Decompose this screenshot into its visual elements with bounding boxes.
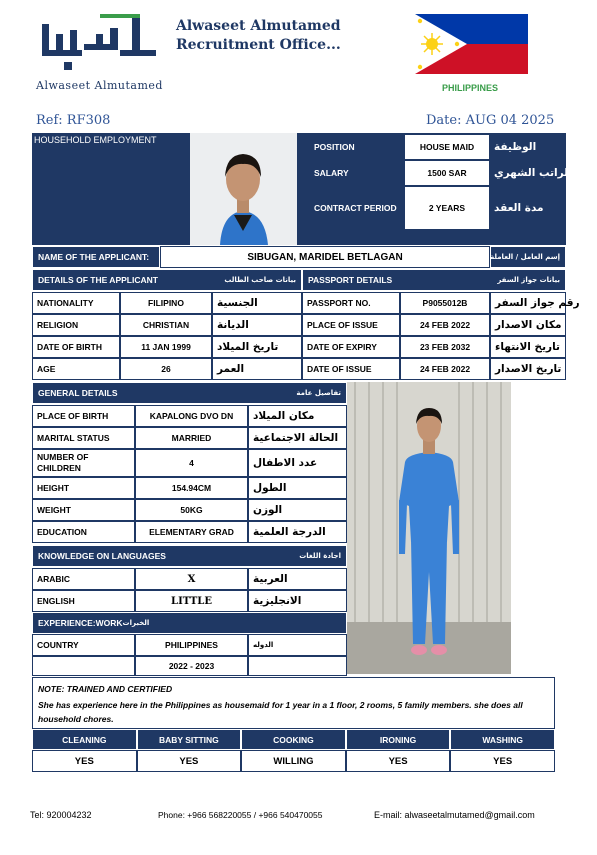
ref-number: Ref: RF308 [36, 113, 111, 128]
footer-tel: Tel: 920004232 [30, 810, 92, 820]
passport-ar: مكان الاصدار [490, 314, 566, 336]
general-label: NUMBER OF CHILDREN [32, 449, 135, 477]
general-value: 154.94CM [135, 477, 248, 499]
passport-value: P9055012B [400, 292, 490, 314]
general-value: 50KG [135, 499, 248, 521]
experience-country-label: COUNTRY [32, 634, 135, 656]
general-label: MARITAL STATUS [32, 427, 135, 449]
languages-header-label: KNOWLEDGE ON LANGUAGES [38, 551, 166, 561]
general-value: 4 [135, 449, 248, 477]
detail-ar: الجنسية [212, 292, 302, 314]
passport-value: 24 FEB 2022 [400, 358, 490, 380]
general-ar: الدرجة العلمية [248, 521, 347, 543]
applicant-full-photo [347, 382, 511, 674]
salary-label: SALARY [310, 160, 404, 186]
general-ar: عدد الاطفال [248, 449, 347, 477]
skill-value: YES [346, 750, 451, 772]
skill-value: YES [137, 750, 242, 772]
language-ar: العربية [248, 568, 347, 590]
passport-label: PLACE OF ISSUE [302, 314, 400, 336]
contract-ar: مدة العقد [490, 186, 566, 230]
general-header [32, 382, 347, 404]
footer-phone: Phone: +966 568220055 / +966 540470055 [158, 810, 323, 820]
language-value: X [135, 568, 248, 590]
document-date: Date: AUG 04 2025 [426, 113, 555, 128]
skill-label: CLEANING [32, 729, 137, 750]
portrait-photo-icon [190, 133, 297, 245]
company-name-line1: Alwaseet Almutamed [176, 18, 341, 34]
skill-label: BABY SITTING [137, 729, 242, 750]
detail-ar: تاريخ الميلاد [212, 336, 302, 358]
passport-header-ar: بيانات جواز السفر [497, 276, 560, 284]
passport-ar: تاريخ الاصدار [490, 358, 566, 380]
full-body-photo-icon [347, 382, 511, 674]
general-header-label: GENERAL DETAILS [38, 388, 118, 398]
language-label: ENGLISH [32, 590, 135, 612]
general-label: WEIGHT [32, 499, 135, 521]
general-ar: الحالة الاجتماعية [248, 427, 347, 449]
experience-header-label: EXPERIENCE:WORK [38, 618, 123, 628]
logo-mark-icon [36, 10, 166, 72]
general-header-ar: تفاصيل عامة [296, 389, 341, 397]
skill-label: IRONING [346, 729, 451, 750]
passport-header [302, 269, 566, 291]
general-label: EDUCATION [32, 521, 135, 543]
applicant-name-ar-text: إسم العامل / العاملة [490, 253, 560, 261]
skill-label: WASHING [450, 729, 555, 750]
experience-blank-left [32, 656, 135, 676]
general-value: ELEMENTARY GRAD [135, 521, 248, 543]
note-title: NOTE: TRAINED AND CERTIFIED [38, 684, 173, 694]
general-label: HEIGHT [32, 477, 135, 499]
detail-value: 11 JAN 1999 [120, 336, 212, 358]
contract-label: CONTRACT PERIOD [310, 186, 404, 230]
details-header-ar: بيانات صاحب الطالب [224, 276, 296, 284]
detail-ar: العمر [212, 358, 302, 380]
passport-label: DATE OF ISSUE [302, 358, 400, 380]
skill-value: YES [450, 750, 555, 772]
philippines-flag-icon [415, 14, 528, 74]
philippines-flag [415, 14, 528, 74]
detail-label: NATIONALITY [32, 292, 120, 314]
skill-label: COOKING [241, 729, 346, 750]
detail-ar: الديانة [212, 314, 302, 336]
experience-country-ar: الدوله [248, 634, 347, 656]
position-value: HOUSE MAID [404, 134, 490, 160]
passport-value: 23 FEB 2032 [400, 336, 490, 358]
general-ar: مكان الميلاد [248, 405, 347, 427]
position-label: POSITION [310, 134, 404, 160]
experience-country-value: PHILIPPINES [135, 634, 248, 656]
experience-blank-right [248, 656, 347, 676]
general-label: PLACE OF BIRTH [32, 405, 135, 427]
applicant-name-value: SIBUGAN, MARIDEL BETLAGAN [160, 246, 490, 268]
skill-value: WILLING [241, 750, 346, 772]
position-ar: الوظيفة [490, 134, 566, 160]
detail-label: DATE OF BIRTH [32, 336, 120, 358]
experience-header [32, 612, 347, 634]
languages-header-ar: اجادة اللغات [299, 552, 341, 560]
detail-label: AGE [32, 358, 120, 380]
applicant-name-ar [490, 246, 566, 268]
skill-value: YES [32, 750, 137, 772]
company-name [176, 17, 341, 55]
household-employment-label: HOUSEHOLD EMPLOYMENT [34, 135, 157, 145]
passport-label: DATE OF EXPIRY [302, 336, 400, 358]
passport-ar: رقم جواز السفر [490, 292, 566, 314]
detail-value: 26 [120, 358, 212, 380]
passport-ar: تاريخ الانتهاء [490, 336, 566, 358]
detail-value: CHRISTIAN [120, 314, 212, 336]
general-value: MARRIED [135, 427, 248, 449]
language-label: ARABIC [32, 568, 135, 590]
language-value: LITTLE [135, 590, 248, 612]
applicant-name-label: NAME OF THE APPLICANT: [32, 246, 160, 268]
company-logo [36, 10, 166, 90]
flag-country-label: PHILIPPINES [441, 83, 498, 93]
detail-label: RELIGION [32, 314, 120, 336]
detail-value: FILIPINO [120, 292, 212, 314]
experience-header-ar: الخبرات [122, 619, 150, 627]
experience-years: 2022 - 2023 [135, 656, 248, 676]
salary-ar: الراتب الشهري [490, 160, 566, 186]
note-box [32, 677, 555, 729]
general-ar: الطول [248, 477, 347, 499]
company-name-line2: Recruitment Office... [176, 37, 341, 53]
salary-value: 1500 SAR [404, 160, 490, 186]
footer-email: E-mail: alwaseetalmutamed@gmail.com [374, 810, 535, 820]
general-value: KAPALONG DVO DN [135, 405, 248, 427]
details-header-label: DETAILS OF THE APPLICANT [38, 275, 158, 285]
note-body: She has experience here in the Philippines as housemaid for 1 year in a 1 floor, 2 rooms, 5 family members. she does all household chores. [38, 700, 523, 724]
passport-value: 24 FEB 2022 [400, 314, 490, 336]
household-employment-panel [32, 133, 190, 245]
applicant-portrait [190, 133, 297, 245]
logo-text: Alwaseet Almutamed [36, 79, 163, 92]
details-header [32, 269, 302, 291]
contract-value: 2 YEARS [404, 186, 490, 230]
language-ar: الانجليزية [248, 590, 347, 612]
passport-label: PASSPORT NO. [302, 292, 400, 314]
passport-header-label: PASSPORT DETAILS [308, 275, 393, 285]
general-ar: الوزن [248, 499, 347, 521]
languages-header [32, 545, 347, 567]
